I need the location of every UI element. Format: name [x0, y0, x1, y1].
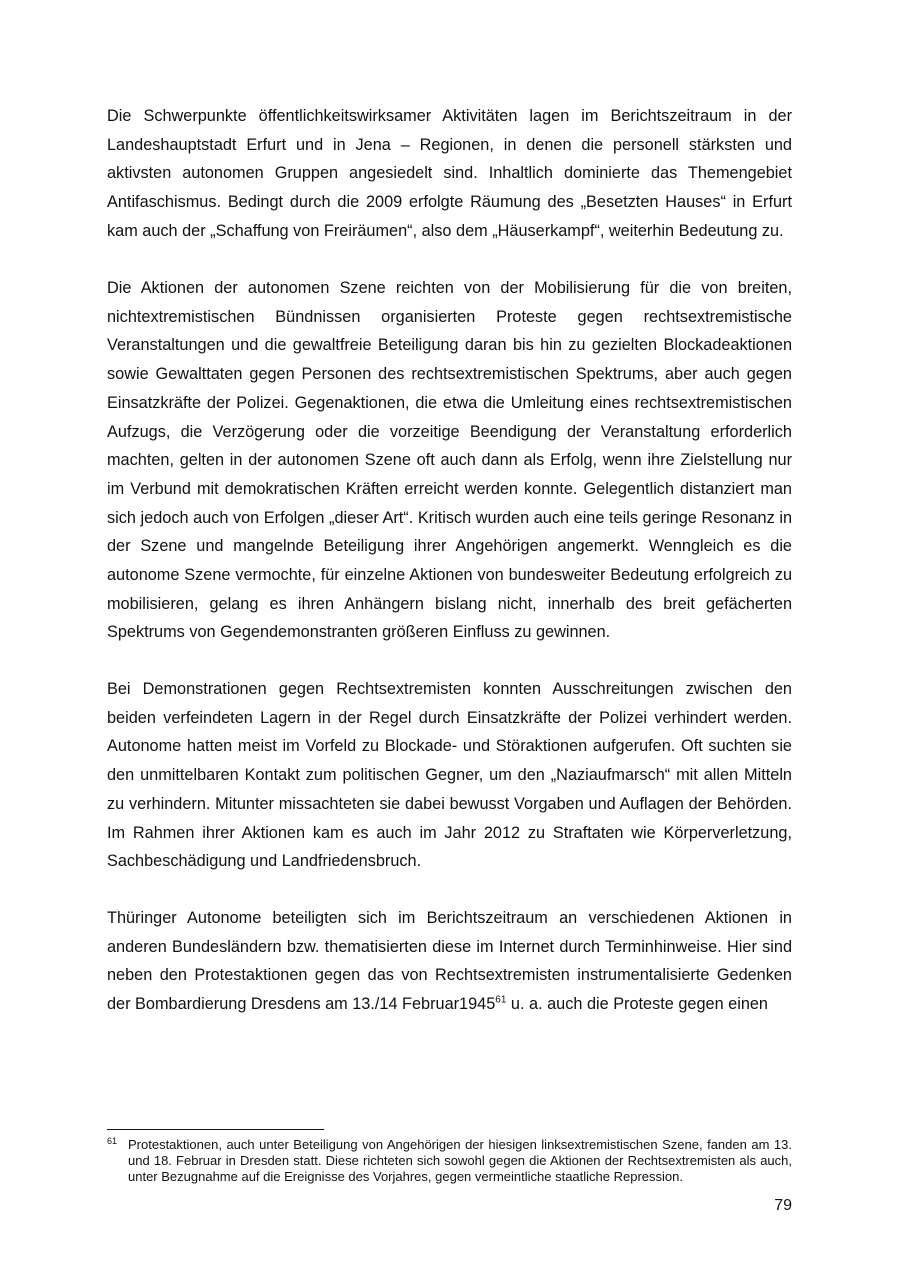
paragraph-3: Bei Demonstrationen gegen Rechtsextremisten konnten Ausschreitungen zwischen den beiden verfeindeten Lagern in der Regel durch Einsatzkräfte der Polizei verhindert werden. Autonome hatten meist im Vorfeld zu Blockade- und Störaktionen aufgerufen. Oft suchten sie den unmittelbaren Kontakt zum politischen Gegner, um den „Naziaufmarsch“ mit allen Mitteln zu verhindern. Mitunter missachteten sie dabei bewusst Vorgaben und Auflagen der Behörden. Im Rahmen ihrer Aktionen kam es auch im Jahr 2012 zu Straftaten wie Körperverletzung, Sachbeschädigung und Landfriedensbruch. — [107, 680, 792, 871]
paragraph-4-text-before-ref: Thüringer Autonome beteiligten sich im Berichtszeitraum an verschiedenen Aktionen in anderen Bundesländern bzw. thematisierten diese im Internet durch Terminhinweise. Hier sind neben den Protestaktionen gegen das von Rechtsextremisten instrumentalisierte Gedenken der Bombardierung Dresdens am 13./14 Februar1945 — [107, 909, 792, 1014]
footnote-reference-61[interactable]: 61 — [495, 994, 507, 1006]
footnote-text: Protestaktionen, auch unter Beteiligung von Angehörigen der hiesigen linksextremistischen Szene, fanden am 13. und 18. Februar in Dresden statt. Diese richteten sich sowohl gegen die Aktionen der Rechtsextremisten als auch, unter Bezugnahme auf die Ereignisse des Vorjahres, gegen vermeintliche staatliche Repression. — [128, 1137, 792, 1184]
paragraph-1: Die Schwerpunkte öffentlichkeitswirksamer Aktivitäten lagen im Berichtszeitraum in der Landeshauptstadt Erfurt und in Jena – Regionen, in denen die personell stärksten und aktivsten autonomen Gruppen angesiedelt sind. Inhaltlich dominierte das Themengebiet Antifaschismus. Bedingt durch die 2009 erfolgte Räumung des „Besetzten Hauses“ in Erfurt kam auch der „Schaffung von Freiräumen“, also dem „Häuserkampf“, weiterhin Bedeutung zu. — [107, 107, 792, 240]
paragraph-4-text-after-ref: u. a. auch die Proteste gegen einen — [506, 995, 768, 1014]
footnote-61 — [107, 1137, 792, 1185]
paragraph-2: Die Aktionen der autonomen Szene reichten von der Mobilisierung für die von breiten, nichtextremistischen Bündnissen organisierten Proteste gegen rechtsextremistische Veranstaltungen und die gewaltfreie Beteiligung daran bis hin zu gezielten Blockadeaktionen sowie Gewalttaten gegen Personen des rechtsextremistischen Spektrums, aber auch gegen Einsatzkräfte der Polizei. Gegenaktionen, die etwa die Umleitung eines rechtsextremistischen Aufzugs, die Verzögerung oder die vorzeitige Beendigung der Veranstaltung erforderlich machten, gelten in der autonomen Szene oft auch dann als Erfolg, wenn ihre Zielstellung nur im Verbund mit demokratischen Kräften erreicht werden konnte. Gelegentlich distanziert man sich jedoch auch von Erfolgen „dieser Art“. Kritisch wurden auch eine teils geringe Resonanz in der Szene und mangelnde Beteiligung ihrer Angehörigen angemerkt. Wenngleich es die autonome Szene vermochte, für einzelne Aktionen von bundesweiter Bedeutung erfolgreich zu mobilisieren, gelang es ihren Anhängern bislang nicht, innerhalb des breit gefächerten Spektrums von Gegendemonstranten größeren Einfluss zu gewinnen. — [107, 279, 792, 642]
footnote-number: 61 — [107, 1136, 118, 1146]
footnote-separator — [107, 1129, 324, 1130]
paragraph-4 — [107, 904, 792, 1019]
page-number: 79 — [774, 1197, 792, 1214]
